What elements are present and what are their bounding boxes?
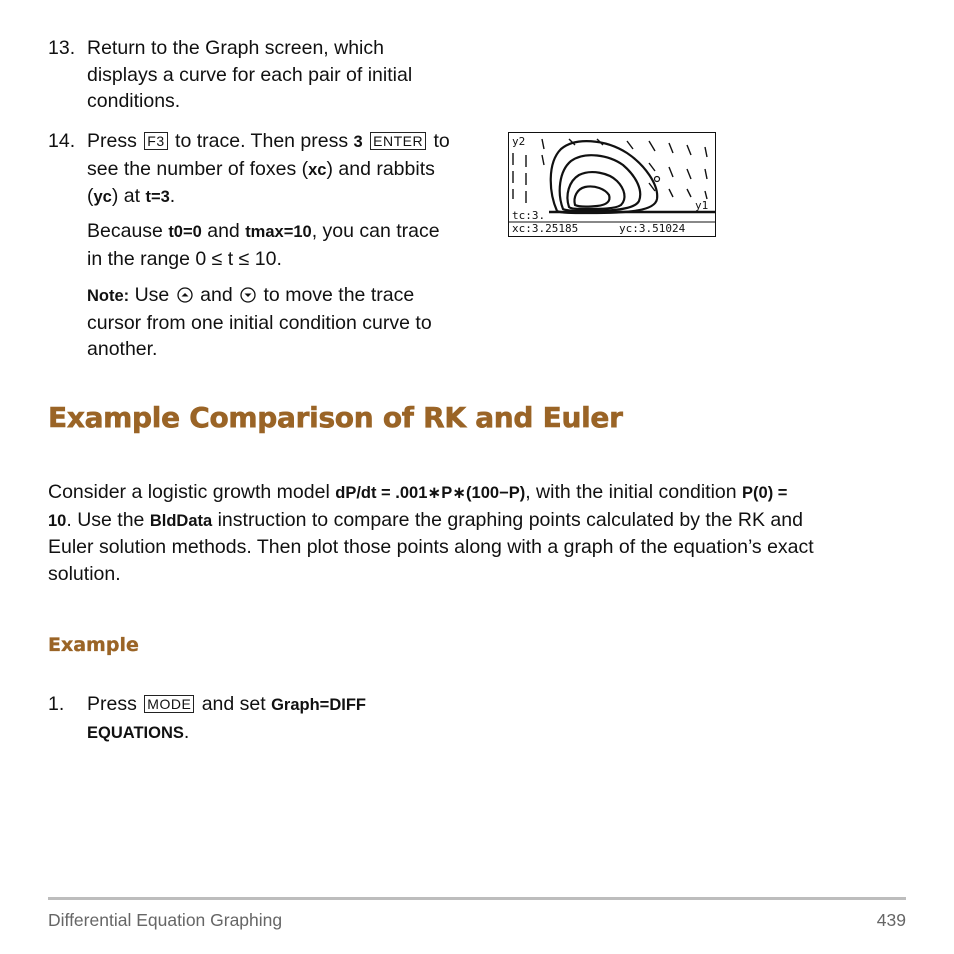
intro-paragraph xyxy=(48,479,908,587)
trace-cursor xyxy=(655,177,660,182)
because-paragraph xyxy=(87,218,497,272)
section-title: Example Comparison of RK and Euler xyxy=(48,401,623,434)
footer-chapter-title: Differential Equation Graphing xyxy=(48,910,283,930)
f3-key: F3 xyxy=(144,132,167,150)
step-1-line-1: Press MODE and set Graph=DIFF xyxy=(87,693,366,715)
equation: dP/dt = .001∗P∗(100−P) xyxy=(335,484,526,502)
footer-page-number: 439 xyxy=(876,910,906,930)
step-13-text xyxy=(87,35,412,115)
up-arrow-key-icon xyxy=(177,287,193,303)
down-arrow-key-icon xyxy=(240,287,256,303)
screen-tc-label: tc:3. xyxy=(512,209,546,222)
step-14-line-3: (yc) at t=3. xyxy=(87,185,176,207)
mode-key: MODE xyxy=(144,695,194,713)
solution-curves xyxy=(551,141,657,213)
enter-key: ENTER xyxy=(370,132,426,150)
phase-plot-graph xyxy=(509,133,715,236)
step-14-line-1: Press F3 to trace. Then press 3 ENTER to xyxy=(87,130,450,152)
step-14-line-2: see the number of foxes (xc) and rabbits xyxy=(87,157,435,180)
step-1-number: 1. xyxy=(48,693,65,715)
screen-yc-readout: yc:3.51024 xyxy=(619,222,686,235)
screen-y2-label: y2 xyxy=(512,135,526,148)
footer-divider xyxy=(48,897,906,900)
note-line-3: another. xyxy=(87,338,158,360)
because-line-1: Because t0=0 and tmax=10, you can trace xyxy=(87,220,440,242)
note-line-2: cursor from one initial condition curve to xyxy=(87,311,432,334)
step-14-number: 14. xyxy=(48,130,76,152)
example-heading: Example xyxy=(48,634,139,656)
step-13-line-3: conditions. xyxy=(87,90,181,112)
because-line-2: in the range 0 ≤ t ≤ 10. xyxy=(87,247,282,270)
step-1-text xyxy=(87,691,366,746)
step-13-line-2: displays a curve for each pair of initial xyxy=(87,63,413,86)
intro-line-4: solution. xyxy=(48,562,121,585)
intro-line-3: Euler solution methods. Then plot those points along with a graph of the equation’s exact xyxy=(48,536,814,558)
step-13-number: 13. xyxy=(48,37,76,59)
note-line-1: Note: Use and to move the trace xyxy=(87,284,415,306)
note-paragraph xyxy=(87,282,497,363)
note-label: Note: xyxy=(87,287,130,305)
screen-y1-label: y1 xyxy=(695,199,709,212)
slope-field xyxy=(513,139,707,203)
step-14-text xyxy=(87,128,497,211)
calculator-screen xyxy=(508,132,716,237)
step-13-line-1: Return to the Graph screen, which xyxy=(87,37,384,59)
step-1-line-2: EQUATIONS. xyxy=(87,720,190,743)
screen-xc-readout: xc:3.25185 xyxy=(512,222,579,235)
intro-line-2: 10. Use the BldData instruction to compare the graphing points calculated by the RK and xyxy=(48,508,803,531)
intro-line-1: Consider a logistic growth model dP/dt = .001∗P∗(100−P), with the initial condition P(0) = xyxy=(48,481,788,503)
